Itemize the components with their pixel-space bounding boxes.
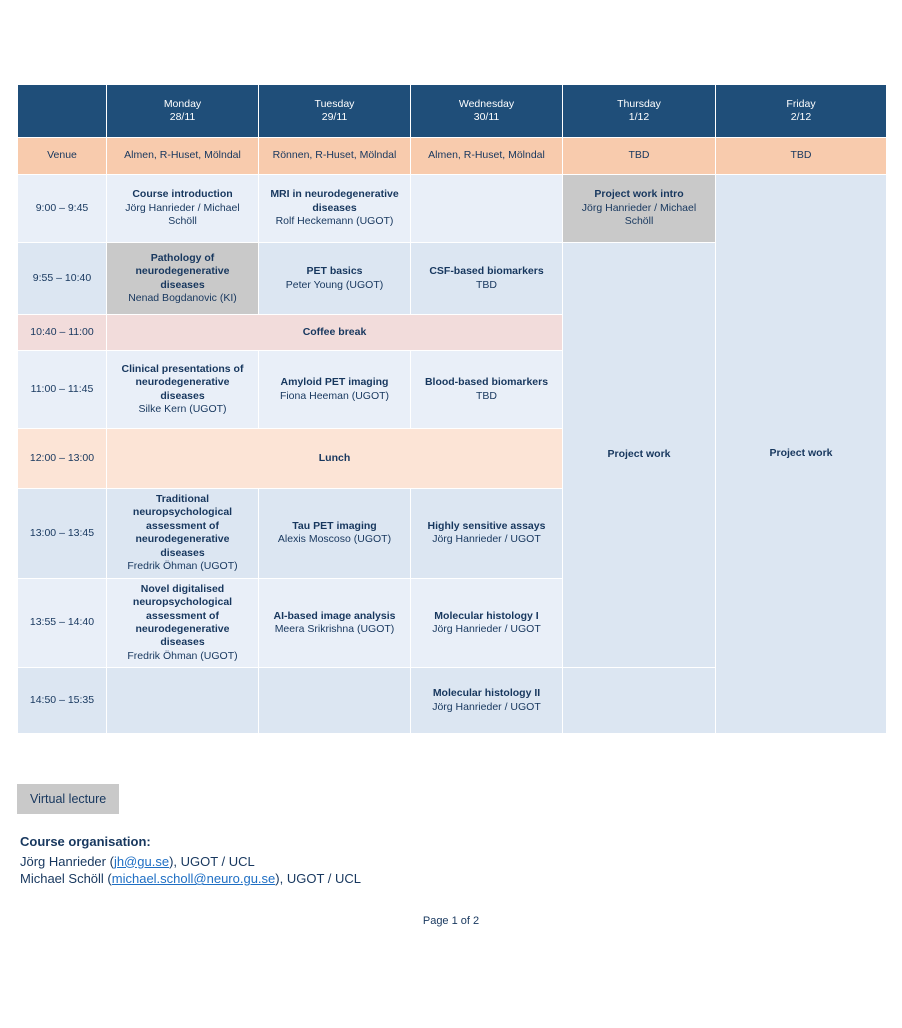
header-day-name: Wednesday xyxy=(458,97,515,110)
session-mon-4 xyxy=(107,351,259,429)
session-presenter: Fiona Heeman (UGOT) xyxy=(279,389,390,402)
time-label-1: 9:00 – 9:45 xyxy=(18,175,107,243)
time-label-3: 10:40 – 11:00 xyxy=(18,315,107,351)
organiser-line-2 xyxy=(20,870,361,888)
venue-label: Venue xyxy=(18,138,107,175)
session-title: Novel digitalised neuropsychological assessment of neurodegenerative diseases xyxy=(132,582,233,649)
session-thu-1 xyxy=(563,175,716,243)
session-presenter: Fredrik Öhman (UGOT) xyxy=(127,560,238,573)
header-day-date: 30/11 xyxy=(473,111,500,123)
time-label-5: 12:00 – 13:00 xyxy=(18,429,107,489)
session-mon-6 xyxy=(107,489,259,579)
venue-thursday: TBD xyxy=(563,138,716,175)
time-label-8: 14:50 – 15:35 xyxy=(18,668,107,734)
session-presenter: Jörg Hanrieder / UGOT xyxy=(432,700,541,713)
session-mon-2 xyxy=(107,243,259,315)
organiser-affiliation: ), UGOT / UCL xyxy=(169,853,255,869)
session-presenter: Silke Kern (UGOT) xyxy=(138,402,227,415)
session-title: AI-based image analysis xyxy=(273,609,396,622)
session-mon-8-empty xyxy=(107,668,259,734)
session-tue-4 xyxy=(259,351,411,429)
organiser-email-link[interactable]: michael.scholl@neuro.gu.se xyxy=(111,871,276,887)
session-mon-1 xyxy=(107,175,259,243)
header-day-name: Tuesday xyxy=(314,97,355,110)
session-presenter: Meera Srikrishna (UGOT) xyxy=(274,622,395,635)
session-tue-1 xyxy=(259,175,411,243)
session-wed-7 xyxy=(411,578,563,668)
session-tue-8-empty xyxy=(259,668,411,734)
session-wed-8 xyxy=(411,668,563,734)
legend-virtual-lecture: Virtual lecture xyxy=(17,784,119,814)
session-presenter: Peter Young (UGOT) xyxy=(285,278,384,291)
venue-row xyxy=(18,138,887,175)
venue-monday: Almen, R-Huset, Mölndal xyxy=(107,138,259,175)
header-day-date: 1/12 xyxy=(628,111,650,123)
session-thu-project xyxy=(563,243,716,668)
session-presenter: Alexis Moscoso (UGOT) xyxy=(277,533,392,546)
session-title: Amyloid PET imaging xyxy=(280,376,389,389)
course-organisation-title: Course organisation: xyxy=(20,834,151,849)
organiser-name: Michael Schöll ( xyxy=(20,871,112,887)
coffee-break: Coffee break xyxy=(107,315,563,351)
session-title: Molecular histology II xyxy=(432,687,541,700)
session-thu-8-empty xyxy=(563,668,716,734)
session-tue-7 xyxy=(259,578,411,668)
organiser-name: Jörg Hanrieder ( xyxy=(20,853,114,869)
session-title: Tau PET imaging xyxy=(292,519,377,532)
header-day-tuesday xyxy=(259,85,411,138)
session-title: Project work xyxy=(607,448,671,461)
organiser-affiliation: ), UGOT / UCL xyxy=(275,871,361,887)
session-title: Pathology of neurodegenerative diseases xyxy=(135,251,230,291)
time-label-6: 13:00 – 13:45 xyxy=(18,489,107,579)
table-header-row xyxy=(18,85,887,138)
session-title: MRI in neurodegenerative diseases xyxy=(270,188,399,214)
course-organisation xyxy=(20,833,361,888)
header-day-name: Friday xyxy=(786,97,816,110)
session-tue-2 xyxy=(259,243,411,315)
session-tue-6 xyxy=(259,489,411,579)
session-wed-4 xyxy=(411,351,563,429)
session-wed-6 xyxy=(411,489,563,579)
header-day-name: Monday xyxy=(163,97,202,110)
session-presenter: Jörg Hanrieder / Michael Schöll xyxy=(125,201,240,228)
header-day-name: Thursday xyxy=(617,97,661,110)
session-title: Course introduction xyxy=(132,188,233,201)
venue-tuesday: Rönnen, R-Huset, Mölndal xyxy=(259,138,411,175)
session-wed-2 xyxy=(411,243,563,315)
session-title: Project work intro xyxy=(594,188,684,201)
session-fri-project xyxy=(716,175,887,734)
session-title: Clinical presentations of neurodegenerative diseases xyxy=(121,362,244,402)
header-corner-cell xyxy=(18,85,107,138)
session-wed-1-empty xyxy=(411,175,563,243)
session-title: CSF-based biomarkers xyxy=(429,265,544,278)
session-title: Blood-based biomarkers xyxy=(424,376,549,389)
header-day-date: 28/11 xyxy=(169,111,196,123)
session-presenter: Rolf Heckemann (UGOT) xyxy=(275,215,394,228)
header-day-thursday xyxy=(563,85,716,138)
header-day-monday xyxy=(107,85,259,138)
venue-friday: TBD xyxy=(716,138,887,175)
session-presenter: TBD xyxy=(476,278,497,291)
session-title: Highly sensitive assays xyxy=(427,519,546,532)
header-day-date: 2/12 xyxy=(790,111,812,123)
organiser-email-link[interactable]: jh@gu.se xyxy=(113,853,170,869)
session-presenter: Nenad Bogdanovic (KI) xyxy=(128,291,237,304)
page-footer: Page 1 of 2 xyxy=(422,915,480,927)
time-label-7: 13:55 – 14:40 xyxy=(18,578,107,668)
session-presenter: Jörg Hanrieder / Michael Schöll xyxy=(581,201,697,228)
course-schedule-table xyxy=(17,84,887,734)
venue-wednesday: Almen, R-Huset, Mölndal xyxy=(411,138,563,175)
slot-row-1 xyxy=(18,175,887,243)
time-label-4: 11:00 – 11:45 xyxy=(18,351,107,429)
session-title: Traditional neuropsychological assessment of neurodegenerative diseases xyxy=(132,493,233,559)
session-mon-7 xyxy=(107,578,259,668)
session-title: PET basics xyxy=(306,265,363,278)
session-presenter: TBD xyxy=(476,389,497,402)
session-title: Project work xyxy=(769,447,833,460)
header-day-friday xyxy=(716,85,887,138)
session-presenter: Fredrik Öhman (UGOT) xyxy=(127,649,238,662)
session-presenter: Jörg Hanrieder / UGOT xyxy=(432,533,541,546)
session-title: Molecular histology I xyxy=(434,609,539,622)
header-day-wednesday xyxy=(411,85,563,138)
header-day-date: 29/11 xyxy=(321,111,348,123)
time-label-2: 9:55 – 10:40 xyxy=(18,243,107,315)
session-presenter: Jörg Hanrieder / UGOT xyxy=(432,622,541,635)
lunch-break: Lunch xyxy=(107,429,563,489)
organiser-line-1 xyxy=(20,853,361,871)
